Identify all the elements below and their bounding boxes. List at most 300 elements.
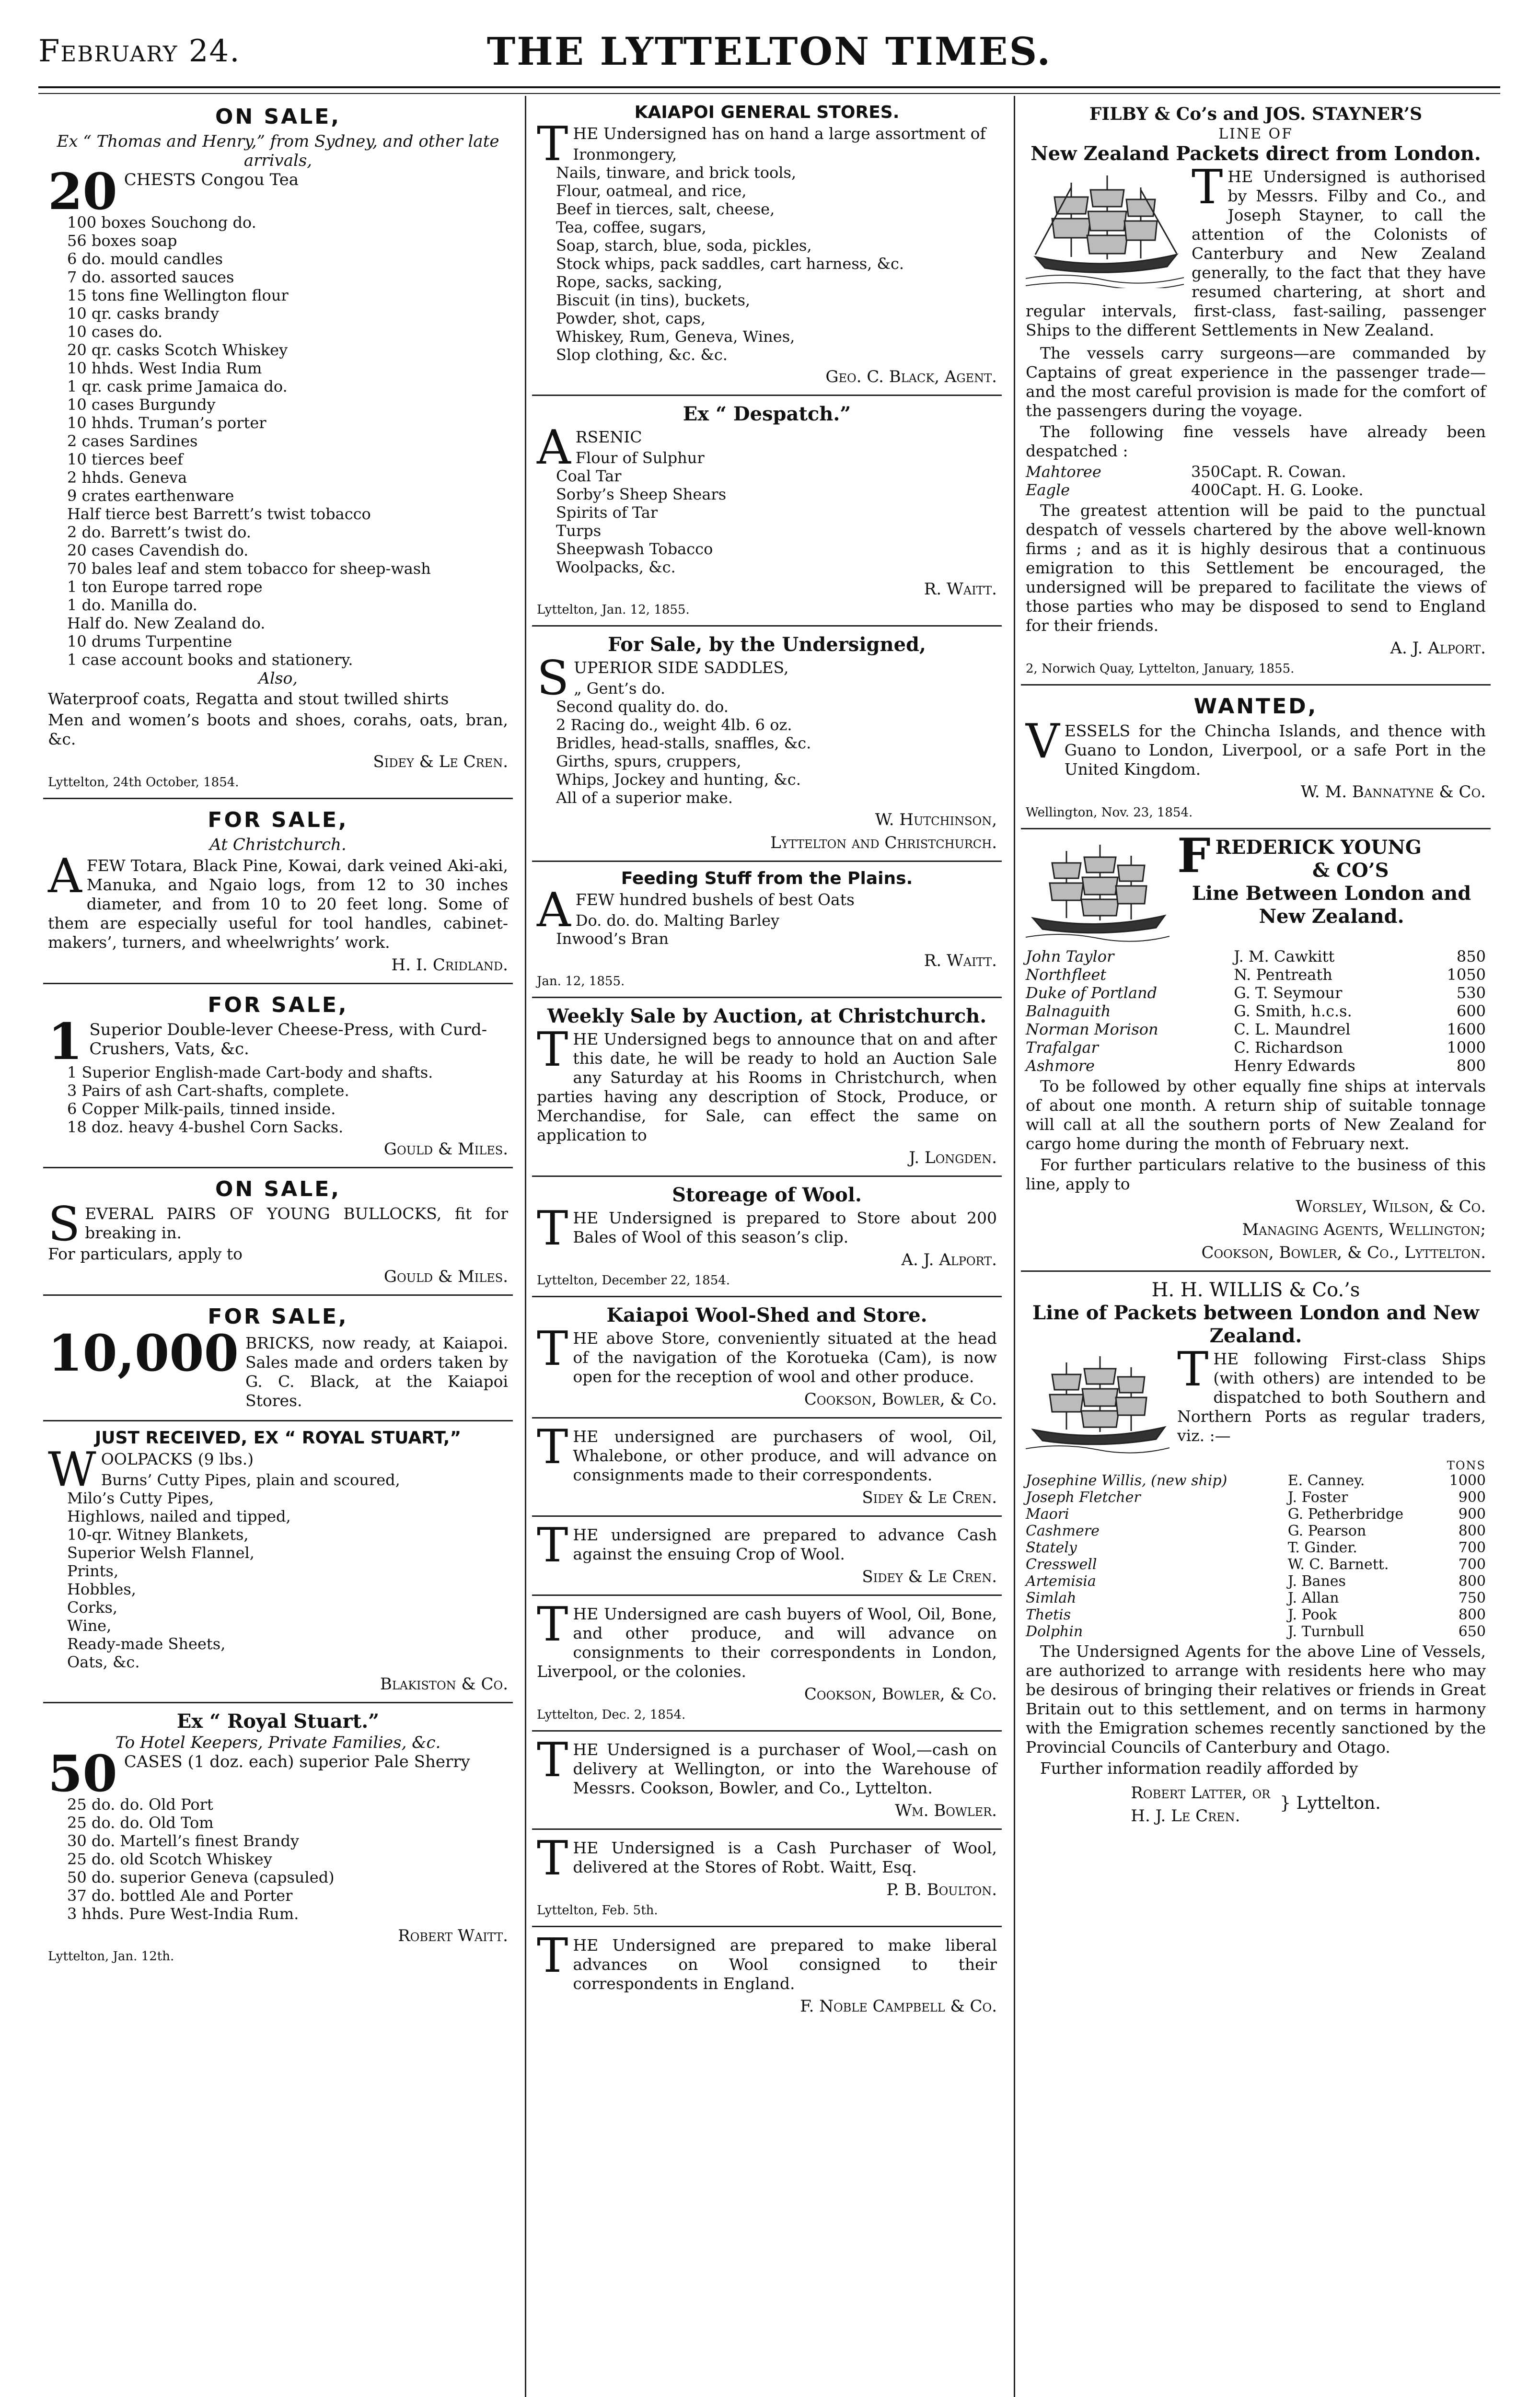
ship-name: Josephine Willis, (new ship) <box>1026 1472 1227 1489</box>
ship-master: W. C. Barnett. <box>1287 1556 1389 1573</box>
ship-row <box>1026 1002 1486 1020</box>
ad-signature: R. Waitt. <box>924 580 997 599</box>
drop-cap: W <box>48 1443 96 1497</box>
ship-tons: 650 <box>1458 1623 1486 1640</box>
list-item: Ironmongery, <box>573 145 677 163</box>
ad-heading: H. H. WILLIS & Co.’s <box>1151 1279 1360 1301</box>
list-item: Half tierce best Barrett’s twist tobacco <box>67 505 371 523</box>
lead-item <box>48 1324 508 1412</box>
lead-item <box>48 1744 508 1803</box>
list-item: Whiskey, Rum, Geneva, Wines, <box>556 327 795 346</box>
ship-name: Artemisia <box>1026 1573 1096 1590</box>
list-item: „ Gent’s do. <box>574 679 665 698</box>
column-3 <box>1021 96 1491 2397</box>
lead-text: CASES (1 doz. each) superior Pale Sherry <box>124 1752 470 1771</box>
list-item: 30 do. Martell’s finest Brandy <box>67 1832 299 1850</box>
lead-text: CHESTS Congou Tea <box>124 170 299 189</box>
ad-signature: Sidey & Le Cren. <box>373 752 508 771</box>
list-item: 10 cases Burgundy <box>67 396 216 414</box>
ship-tons: 400 <box>1191 481 1221 499</box>
ad-willis-packets <box>1021 1272 1491 1834</box>
ship-tons: 1000 <box>1447 1038 1486 1057</box>
lead-item <box>48 162 508 221</box>
tons-column-heading: TONS <box>1447 1459 1486 1472</box>
item-list <box>537 911 997 948</box>
ship-row <box>1026 1038 1486 1057</box>
ad-frederick-young <box>1021 829 1491 1272</box>
list-item: Coal Tar <box>556 467 622 485</box>
ship-master: Capt. H. G. Looke. <box>1220 481 1364 499</box>
ad-signature: Cookson, Bowler, & Co. <box>804 1685 997 1704</box>
ad-signature: Cookson, Bowler, & Co. <box>804 1390 997 1409</box>
drop-cap: T <box>537 1023 568 1077</box>
ad-for-sale-cridland <box>43 799 513 984</box>
ad-signature: Sidey & Le Cren. <box>862 1567 997 1586</box>
ship-master: J. M. Cawkitt <box>1234 947 1335 966</box>
ship-tons: 850 <box>1456 947 1486 966</box>
list-item: 10 hhds. West India Rum <box>67 359 262 377</box>
line-of-label: LINE OF <box>1218 126 1293 142</box>
list-item: 25 do. do. Old Port <box>67 1795 213 1814</box>
ship-tons: 700 <box>1458 1556 1486 1573</box>
drop-cap: A <box>537 883 571 938</box>
ship-master: J. Foster <box>1287 1489 1348 1506</box>
ad-signature: Worsley, Wilson, & Co. <box>1296 1197 1486 1216</box>
list-item: Wine, <box>67 1617 112 1635</box>
ship-tons: 900 <box>1458 1506 1486 1523</box>
ship-row <box>1026 1020 1486 1038</box>
drop-cap: S <box>537 651 569 706</box>
ad-heading: For Sale, by the Undersigned, <box>608 633 926 656</box>
list-item: 10 drums Turpentine <box>67 632 232 651</box>
also-label: Also, <box>258 669 298 687</box>
ad-signature: Cookson, Bowler, & Co., Lyttelton. <box>1201 1243 1486 1262</box>
ship-name: Maori <box>1026 1506 1069 1523</box>
ship-name: Cashmere <box>1026 1523 1100 1539</box>
issue-date: February 24. <box>38 34 241 69</box>
ship-row <box>1026 481 1486 499</box>
list-item: Do. do. do. Malting Barley <box>575 911 780 930</box>
lead-number: 1 <box>48 1012 83 1071</box>
ship-tons: 800 <box>1456 1057 1486 1075</box>
ad-on-sale-bullocks <box>43 1168 513 1296</box>
ad-text: HE Undersigned begs to announce that on and after this date, he will be ready to hold an Auction Sale any Saturday at his Rooms in Christchurch, when parties having any description of Stock, Produce, or Merchandise, for Sale, can effect the same on application to <box>537 1030 997 1144</box>
ship-illustration <box>1026 839 1169 944</box>
ship-row <box>1026 1606 1486 1623</box>
ad-subheading: Ex “ Thomas and Henry,” from Sydney, and other late arrivals, <box>57 132 499 170</box>
ad-wool-shed <box>532 1297 1002 1419</box>
ad-royal-stuart-spirits <box>43 1703 513 1972</box>
list-item: 10 cases do. <box>67 323 163 341</box>
ship-master: G. Smith, h.c.s. <box>1234 1002 1352 1020</box>
ad-signature: J. Longden. <box>909 1148 997 1167</box>
ad-saddles <box>532 627 1002 862</box>
ship-row <box>1026 463 1486 481</box>
ad-dateline: Wellington, Nov. 23, 1854. <box>1026 805 1193 820</box>
ship-master: N. Pentreath <box>1234 966 1332 984</box>
ad-kaiapoi-stores <box>532 96 1002 396</box>
column-divider <box>1014 96 1015 2397</box>
ad-wanted-vessels <box>1021 686 1491 829</box>
ad-heading: ON SALE, <box>215 1177 341 1201</box>
list-item: Sheepwash Tobacco <box>556 540 713 558</box>
ad-text: HE above Store, conveniently situated at the head of the navigation of the Korotueka (Cam), is now open for the reception of wool and other produce. <box>573 1329 997 1386</box>
ship-master: Capt. R. Cowan. <box>1220 463 1346 481</box>
ship-tons: 1600 <box>1447 1020 1486 1038</box>
ad-cash-advance <box>532 1517 1002 1596</box>
column-divider <box>525 96 526 2397</box>
ship-row <box>1026 1573 1486 1590</box>
list-item: 1 ton Europe tarred rope <box>67 578 263 596</box>
list-item: Highlows, nailed and tipped, <box>67 1507 291 1525</box>
ad-paragraph: The vessels carry surgeons—are commanded by Captains of great experience in the passenger trade—and the most careful provision is made for the comfort of the passengers during the voyage. <box>1026 344 1486 420</box>
list-item: 56 boxes soap <box>67 232 177 250</box>
ship-master: T. Ginder. <box>1287 1539 1357 1556</box>
list-item: Bridles, head-stalls, snaffles, &c. <box>556 734 811 752</box>
ad-paragraph: The greatest attention will be paid to the punctual despatch of vessels chartered by the above well-known firms ; and as it is highly desirous that a continuous emigration to this Settlement be encouraged, the undersigned will be prepared to facilitate the views of those parties who may be disposed to send to England for their friends. <box>1026 501 1486 635</box>
ship-name: Cresswell <box>1026 1556 1097 1573</box>
ship-list <box>1026 463 1486 499</box>
ship-master: J. Pook <box>1287 1606 1337 1623</box>
item-list <box>537 679 997 807</box>
ad-heading: JUST RECEIVED, EX “ ROYAL STUART,” <box>94 1428 462 1448</box>
list-item: 3 Pairs of ash Cart-shafts, complete. <box>67 1082 349 1100</box>
list-item: Biscuit (in tins), buckets, <box>556 291 751 309</box>
ship-name: Norman Morison <box>1026 1020 1158 1038</box>
ad-paragraph: Further information readily afforded by <box>1040 1759 1358 1778</box>
ship-name: Dolphin <box>1026 1623 1083 1640</box>
list-item: Woolpacks, &c. <box>556 558 676 576</box>
ad-title: Line of Packets between London and New Zealand. <box>1032 1302 1480 1347</box>
drop-cap: T <box>537 1518 568 1573</box>
drop-cap: T <box>537 1420 568 1475</box>
ad-text: HE Undersigned are prepared to make liberal advances on Wool consigned to their correspondents in England. <box>573 1936 997 1993</box>
item-list <box>48 1471 508 1671</box>
ship-master: G. Pearson <box>1287 1523 1366 1539</box>
drop-cap: A <box>48 849 82 904</box>
ship-name: John Taylor <box>1026 947 1114 966</box>
ad-dateline: Lyttelton, December 22, 1854. <box>537 1273 730 1288</box>
ship-tons: 800 <box>1458 1573 1486 1590</box>
ship-name: Thetis <box>1026 1606 1071 1623</box>
ship-row <box>1026 1523 1486 1539</box>
ad-heading: FOR SALE, <box>208 808 348 832</box>
list-item: Inwood’s Bran <box>556 930 669 948</box>
drop-cap: T <box>1192 160 1223 215</box>
ad-cash-purchaser <box>532 1830 1002 1927</box>
ad-text: For particulars, apply to <box>48 1245 243 1263</box>
ship-row <box>1026 1590 1486 1606</box>
ad-dateline: Jan. 12, 1855. <box>537 974 625 989</box>
list-item: 10-qr. Witney Blankets, <box>67 1525 249 1544</box>
list-item: Ready-made Sheets, <box>67 1635 226 1653</box>
ad-signature: Robert Latter, or <box>1131 1783 1271 1803</box>
ad-signature: Wm. Bowler. <box>895 1801 997 1820</box>
ship-master: C. Richardson <box>1234 1038 1343 1057</box>
list-item: 25 do. do. Old Tom <box>67 1814 214 1832</box>
ad-text: HE Undersigned is a purchaser of Wool,—cash on delivery at Wellington, or into the Warehouse of Messrs. Cookson, Bowler, and Co., Lyttelton. <box>573 1740 997 1797</box>
ad-signature: W. M. Bannatyne & Co. <box>1300 782 1486 802</box>
drop-cap: F <box>1177 828 1211 884</box>
list-item: Whips, Jockey and hunting, &c. <box>556 770 801 789</box>
newspaper-title: THE LYTTELTON TIMES. <box>486 29 1052 74</box>
ad-signature: W. Hutchinson, <box>875 810 997 829</box>
item-list <box>537 449 997 576</box>
drop-cap: T <box>537 1831 568 1886</box>
ad-subheading: To Hotel Keepers, Private Families, &c. <box>115 1733 441 1752</box>
drop-cap: T <box>537 1201 568 1256</box>
ship-name: Mahtoree <box>1026 463 1101 481</box>
drop-cap: T <box>537 1733 568 1788</box>
item-list <box>48 1063 508 1136</box>
lead-text: OOLPACKS (9 lbs.) <box>101 1450 254 1468</box>
drop-cap: T <box>1177 1342 1209 1397</box>
ship-illustration <box>1026 1350 1169 1456</box>
ship-master: G. Petherbridge <box>1287 1506 1404 1523</box>
ad-filby-stayner <box>1021 96 1491 686</box>
list-item: Tea, coffee, sugars, <box>556 218 706 236</box>
ship-master: E. Canney. <box>1287 1472 1365 1489</box>
lead-text: BRICKS, now ready, at Kaiapoi. Sales made and orders taken by G. C. Black, at the Kaiapoi Stores. <box>245 1334 508 1410</box>
ad-feeding-stuff <box>532 862 1002 998</box>
list-item: 50 do. superior Geneva (capsuled) <box>67 1868 335 1886</box>
ship-tons: 900 <box>1458 1489 1486 1506</box>
ad-storeage-wool <box>532 1177 1002 1297</box>
list-item: 1 qr. cask prime Jamaica do. <box>67 377 288 396</box>
list-item: 25 do. old Scotch Whiskey <box>67 1850 272 1868</box>
ad-text: HE undersigned are purchasers of wool, Oil, Whalebone, or other produce, and will advance on consignments made to their correspondents. <box>573 1427 997 1484</box>
list-item: Milo’s Cutty Pipes, <box>67 1489 214 1507</box>
ad-signature: Robert Waitt. <box>398 1926 508 1945</box>
list-item: Beef in tierces, salt, cheese, <box>556 200 775 218</box>
ad-despatch <box>532 396 1002 627</box>
ad-signature: A. J. Alport. <box>1390 639 1486 658</box>
drop-cap: T <box>537 1929 568 1983</box>
item-list <box>48 213 508 669</box>
list-item: Flour, oatmeal, and rice, <box>556 182 747 200</box>
ad-dateline: 2, Norwich Quay, Lyttelton, January, 1855. <box>1026 662 1295 676</box>
ship-name: Trafalgar <box>1026 1038 1099 1057</box>
ad-heading: WANTED, <box>1193 694 1318 719</box>
ad-signature: Sidey & Le Cren. <box>862 1488 997 1507</box>
list-item: Corks, <box>67 1598 118 1617</box>
ship-row <box>1026 1506 1486 1523</box>
ad-dateline: Lyttelton, 24th October, 1854. <box>48 775 239 790</box>
ad-signature: Managing Agents, Wellington; <box>1242 1220 1486 1239</box>
drop-cap: T <box>537 1322 568 1376</box>
ship-list-body <box>1026 947 1486 1075</box>
ad-heading: Kaiapoi Wool-Shed and Store. <box>606 1304 927 1326</box>
ad-heading: Storeage of Wool. <box>672 1184 862 1206</box>
ship-tons: 530 <box>1456 984 1486 1002</box>
list-item: 15 tons fine Wellington flour <box>67 286 289 304</box>
list-item: Stock whips, pack saddles, cart harness, &c. <box>556 255 904 273</box>
ad-heading: FOR SALE, <box>208 993 348 1017</box>
ship-illustration <box>1026 168 1184 288</box>
list-item: 1 Superior English-made Cart-body and shafts. <box>67 1063 433 1082</box>
list-item: Powder, shot, caps, <box>556 309 706 327</box>
ad-dateline: Lyttelton, Feb. 5th. <box>537 1903 658 1918</box>
ad-text: Waterproof coats, Regatta and stout twilled shirts <box>48 689 449 708</box>
list-item: 1 case account books and stationery. <box>67 651 353 669</box>
ad-weekly-auction <box>532 998 1002 1177</box>
list-item: Nails, tinware, and brick tools, <box>556 163 797 182</box>
list-item: 20 qr. casks Scotch Whiskey <box>67 341 288 359</box>
lead-text: Superior Double-lever Cheese-Press, with Curd-Crushers, Vats, &c. <box>89 1020 487 1059</box>
ad-cash-buyers <box>532 1596 1002 1732</box>
list-item: Superior Welsh Flannel, <box>67 1544 255 1562</box>
list-item: 1 do. Manilla do. <box>67 596 197 614</box>
ad-dateline: Lyttelton, Jan. 12, 1855. <box>537 603 690 617</box>
ad-signature: R. Waitt. <box>924 951 997 970</box>
ship-row <box>1026 1539 1486 1556</box>
ad-paragraph: To be followed by other equally fine ships at intervals of about one month. A return ship of suitable tonnage will call at all the southern ports of New Zealand for cargo home during the month of February next. <box>1026 1077 1486 1153</box>
ship-master: J. Turnbull <box>1287 1623 1365 1640</box>
ad-text: HE following First-class Ships (with others) are intended to be dispatched to both Southern and Northern Ports as regular traders, viz. :— <box>1177 1350 1486 1445</box>
item-list <box>537 145 997 364</box>
ad-subheading: At Christchurch. <box>209 835 347 854</box>
ship-master: J. Banes <box>1287 1573 1346 1590</box>
lead-number: 50 <box>48 1744 117 1803</box>
list-item: Turps <box>556 522 602 540</box>
ad-signature: Geo. C. Black, Agent. <box>825 367 997 386</box>
list-item: Hobbles, <box>67 1580 136 1598</box>
ship-name: Northfleet <box>1026 966 1107 984</box>
ad-wool-purchasers <box>532 1419 1002 1517</box>
ship-tons: 1050 <box>1447 966 1486 984</box>
ad-heading: FILBY & Co’s and JOS. STAYNER’S <box>1089 104 1423 124</box>
ad-text: HE Undersigned are cash buyers of Wool, Oil, Bone, and other produce, and will advance on consignments to their correspondents in London, Liverpool, or the colonies. <box>537 1605 997 1681</box>
column-1 <box>43 96 513 2397</box>
list-item: 6 Copper Milk-pails, tinned inside. <box>67 1100 336 1118</box>
ad-title: Line Between London and New Zealand. <box>1192 882 1471 928</box>
lead-item <box>48 1012 508 1071</box>
list-item: Flour of Sulphur <box>575 449 705 467</box>
ship-master: Henry Edwards <box>1234 1057 1355 1075</box>
list-item: 70 bales leaf and stem tobacco for sheep-wash <box>67 559 431 578</box>
list-item: Second quality do. do. <box>556 698 729 716</box>
ship-master: J. Allan <box>1287 1590 1339 1606</box>
ad-text: HE undersigned are prepared to advance Cash against the ensuing Crop of Wool. <box>573 1525 997 1563</box>
ad-text: ESSELS for the Chincha Islands, and thence with Guano to London, Liverpool, or a safe Port in the United Kingdom. <box>1064 721 1486 779</box>
list-item: Prints, <box>67 1562 119 1580</box>
ship-row <box>1026 1623 1486 1640</box>
list-item: 2 do. Barrett’s twist do. <box>67 523 251 541</box>
list-item: All of a superior make. <box>556 789 733 807</box>
lead-text: FEW hundred bushels of best Oats <box>575 890 855 909</box>
ship-list <box>1026 947 1486 1075</box>
ship-tons: 750 <box>1458 1590 1486 1606</box>
list-item: 2 Racing do., weight 4lb. 6 oz. <box>556 716 792 734</box>
ad-text: EVERAL PAIRS OF YOUNG BULLOCKS, fit for breaking in. <box>85 1204 508 1242</box>
ship-row <box>1026 984 1486 1002</box>
ship-tons: 800 <box>1458 1606 1486 1623</box>
list-item: Sorby’s Sheep Shears <box>556 485 727 503</box>
ship-master: C. L. Maundrel <box>1234 1020 1351 1038</box>
ship-name: Stately <box>1026 1539 1077 1556</box>
ship-tons: 800 <box>1458 1523 1486 1539</box>
ship-row <box>1026 947 1486 966</box>
ad-text: HE Undersigned is prepared to Store about 200 Bales of Wool of this season’s clip. <box>573 1209 997 1246</box>
ad-paragraph: The following fine vessels have already been despatched : <box>1026 422 1486 460</box>
list-item: Rope, sacks, sacking, <box>556 273 723 291</box>
lead-text: UPERIOR SIDE SADDLES, <box>574 658 789 677</box>
ad-dateline: Lyttelton, Jan. 12th. <box>48 1949 174 1964</box>
list-item: 9 crates earthenware <box>67 487 234 505</box>
ad-signature: A. J. Alport. <box>901 1250 997 1269</box>
ship-list-body <box>1026 1472 1486 1640</box>
ad-wool-purchaser-bowler <box>532 1732 1002 1830</box>
ship-row <box>1026 1556 1486 1573</box>
list-item: 37 do. bottled Ale and Porter <box>67 1886 293 1905</box>
ship-list-body <box>1026 463 1486 499</box>
ad-signature: Blakiston & Co. <box>380 1675 508 1694</box>
lead-text: HE Undersigned has on hand a large assortment of <box>573 124 986 143</box>
list-item: 10 qr. casks brandy <box>67 304 219 323</box>
list-item: 2 hhds. Geneva <box>67 468 187 487</box>
drop-cap: T <box>537 117 568 172</box>
ad-heading: Feeding Stuff from the Plains. <box>621 869 913 888</box>
masthead <box>38 19 1500 86</box>
lead-text: RSENIC <box>575 428 642 446</box>
ad-text: HE Undersigned is a Cash Purchaser of Wool, delivered at the Stores of Robt. Waitt, Esq. <box>573 1838 997 1876</box>
ship-name: Ashmore <box>1026 1057 1095 1075</box>
ad-heading: FOR SALE, <box>208 1304 348 1329</box>
ship-tons: 700 <box>1458 1539 1486 1556</box>
ad-paragraph: For further particulars relative to the business of this line, apply to <box>1026 1155 1486 1193</box>
ad-liberal-advances <box>532 1927 1002 2024</box>
list-item: Soap, starch, blue, soda, pickles, <box>556 236 812 255</box>
ad-heading: Ex “ Royal Stuart.” <box>176 1710 380 1733</box>
list-item: 7 do. assorted sauces <box>67 268 234 286</box>
ad-royal-stuart-woolpacks <box>43 1421 513 1703</box>
drop-cap: A <box>537 420 571 475</box>
ad-signature-place: Lyttelton and Christchurch. <box>770 833 997 852</box>
ship-tons: 600 <box>1456 1002 1486 1020</box>
list-item: 10 hhds. Truman’s porter <box>67 414 266 432</box>
list-item: 18 doz. heavy 4-bushel Corn Sacks. <box>67 1118 344 1136</box>
ad-text: HE Undersigned is authorised by Messrs. Filby and Co., and Joseph Stayner, to call the attention of the Colonists of Canterbury and New Zealand generally, to the fact that they have resumed chartering, at short and regular intervals, first-class, fast-sailing, passenger Ships to the different Settlements in New Zealand. <box>1026 167 1486 339</box>
ad-title: New Zealand Packets direct from London. <box>1031 142 1481 165</box>
ad-paragraph: The Undersigned Agents for the above Line of Vessels, are authorized to arrange with residents here who may be desirous of bringing their relatives or friends in Great Britain out to this settlement, and on terms in harmony with the Emigration schemes recently sanctioned by the Provincial Councils of Canterbury and Otago. <box>1026 1642 1486 1757</box>
lead-number: 20 <box>48 162 117 221</box>
ship-tons: 1000 <box>1449 1472 1486 1489</box>
lead-number: 10,000 <box>48 1324 239 1383</box>
list-item: 10 tierces beef <box>67 450 183 468</box>
ad-signature: F. Noble Campbell & Co. <box>800 1997 997 2016</box>
ad-signature: H. I. Cridland. <box>391 955 508 975</box>
ad-for-sale-bricks <box>43 1296 513 1421</box>
ad-text: FEW Totara, Black Pine, Kowai, dark veined Aki-aki, Manuka, and Ngaio logs, from 12 to 30 inches diameter, and from 10 to 20 feet long. Some of them are especially useful for tool handles, cabinet-makers’, turners, and wheelwrights’ work. <box>48 856 508 952</box>
ship-name: Duke of Portland <box>1026 984 1158 1002</box>
list-item: Girths, spurs, cruppers, <box>556 752 741 770</box>
ship-name: Simlah <box>1026 1590 1077 1606</box>
list-item: Oats, &c. <box>67 1653 140 1671</box>
ad-title: REDERICK YOUNG <box>1215 836 1422 859</box>
ad-signature-place: } Lyttelton. <box>1280 1793 1381 1813</box>
list-item: Spirits of Tar <box>556 503 658 522</box>
ad-heading: Weekly Sale by Auction, at Christchurch. <box>547 1005 987 1027</box>
ship-row <box>1026 1472 1486 1489</box>
ship-name: Eagle <box>1026 481 1070 499</box>
item-list <box>48 1795 508 1923</box>
ad-heading: Ex “ Despatch.” <box>683 403 851 425</box>
masthead-rule <box>38 86 1500 94</box>
list-item: 20 cases Cavendish do. <box>67 541 249 559</box>
ad-on-sale-sidey <box>43 96 513 799</box>
column-2 <box>532 96 1002 2397</box>
list-item: 6 do. mould candles <box>67 250 223 268</box>
